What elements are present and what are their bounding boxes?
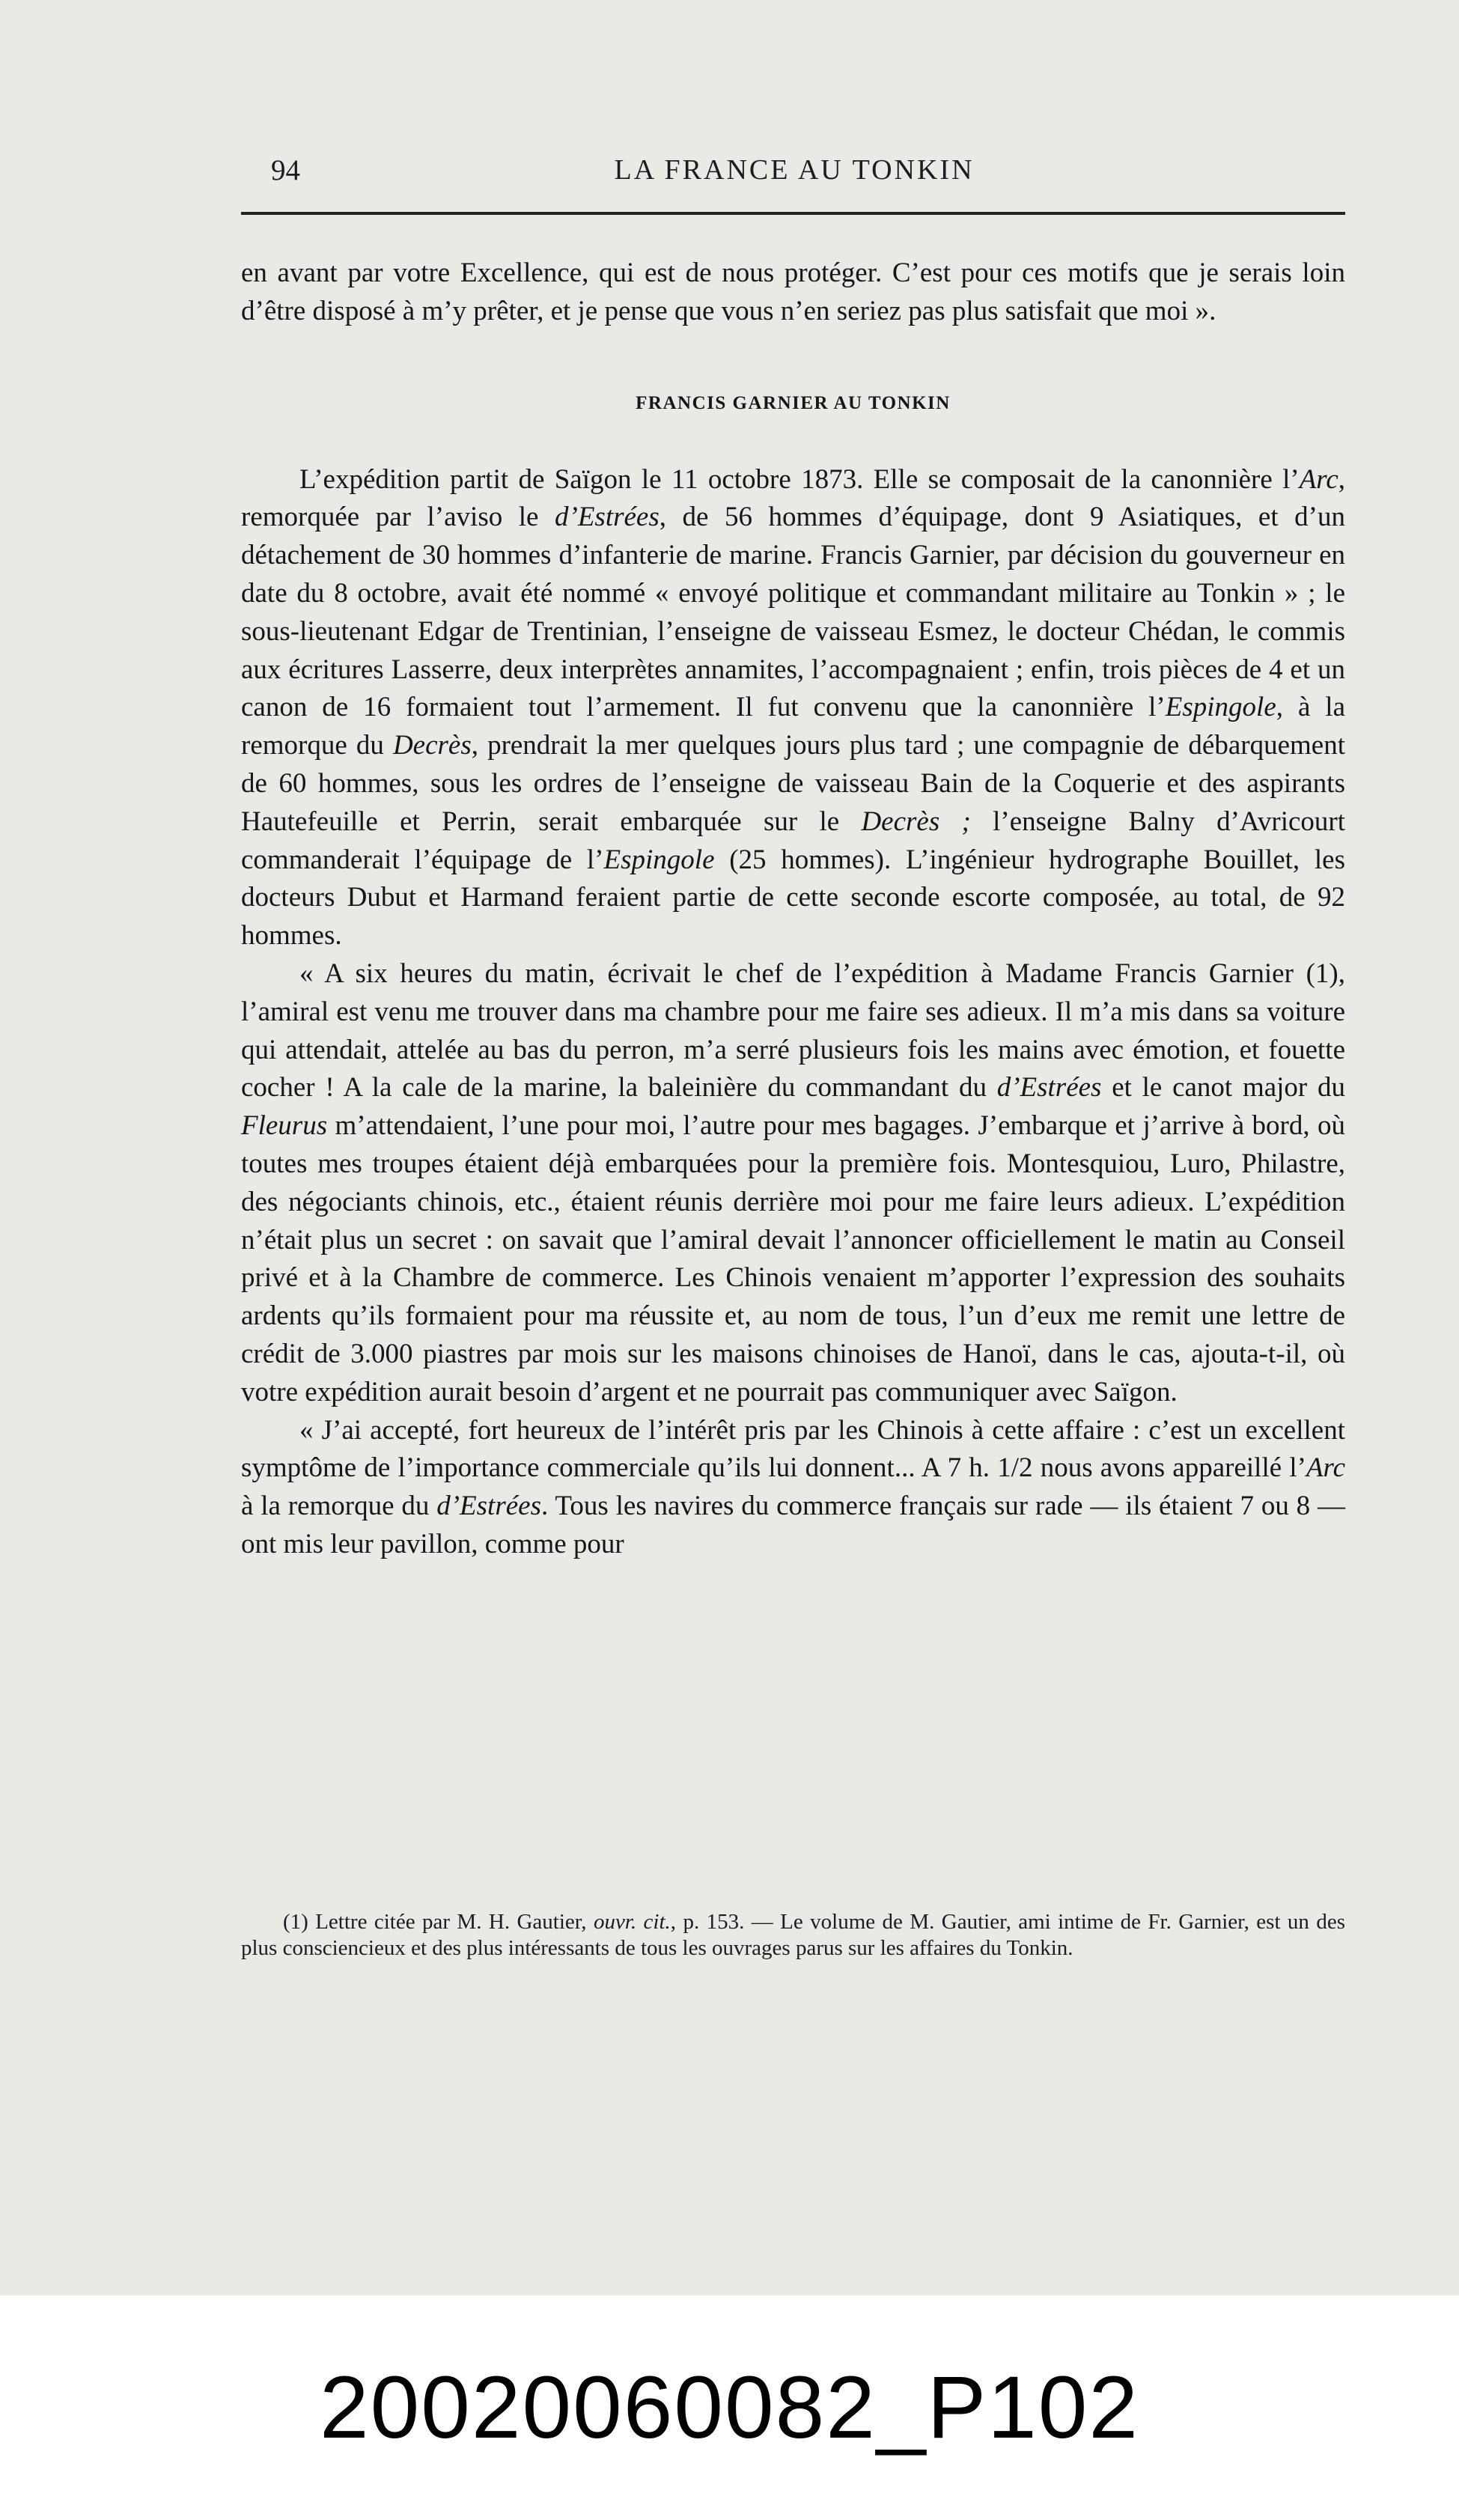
ship-name: d’Estrées: [996, 1072, 1102, 1104]
ship-name: Decrès ;: [861, 806, 971, 837]
ship-name: Fleurus: [241, 1110, 328, 1142]
section-heading: FRANCIS GARNIER AU TONKIN: [636, 392, 951, 413]
text-run: , à la remorque du: [241, 692, 1346, 761]
archive-caption: 20020060082_P102: [319, 2358, 1140, 2457]
text-run: (25 hommes). L’ingénieur hydrographe Bouillet, les docteurs Dubut et Harmand feraient partie de cette seconde escorte composée, au total, de 92 hommes.: [241, 844, 1345, 952]
body-text: [241, 255, 1345, 1564]
ship-name: Decrès: [392, 730, 472, 761]
text-run: L’expédition partit de Saïgon le 11 octobre 1873. Elle se composait de la canonnière l’: [299, 463, 1300, 495]
text-run: , p. 153. — Le volume de M. Gautier, ami intime de Fr. Garnier, est un des plus consciencieux et des plus intéressants de tous les ouvrages parus sur les affaires du Tonkin.: [241, 1910, 1345, 1960]
ship-name: Arc: [1306, 1452, 1345, 1484]
citation-abbrev: ouvr. cit.: [593, 1910, 671, 1934]
running-title: LA FRANCE AU TONKIN: [614, 154, 975, 186]
ship-name: Espingole: [603, 844, 715, 875]
continuation-paragraph: en avant par votre Excellence, qui est de nous protéger. C’est pour ces motifs que je serais loin d’être disposé à m’y prêter, et je pense que vous n’en seriez pas plus satisfait que moi ».: [241, 258, 1345, 326]
text-run: et le canot major du: [1101, 1072, 1345, 1104]
text-run: m’attendaient, l’une pour moi, l’autre pour mes bagages. J’embarque et j’arrive à bord, où toutes mes troupes étaient déjà embarquées pour la première fois. Montesquiou, Luro, Philastre, des négociants chinois, etc., étaient réunis derrière moi pour me faire leurs adieux. L’expédition n’était plus un secret : on savait que l’amiral devait l’annoncer officiellement le matin au Conseil privé et à la Chambre de commerce. Les Chinois venaient m’apporter l’expression des souhaits ardents qu’ils formaient pour ma réussite et, au nom de tous, l’un d’eux me remit une lettre de crédit de 3.000 piastres par mois sur les maisons chinoises de Hanoï, dans le cas, ajouta-t-il, où votre expédition aurait besoin d’argent et ne pourrait pas communiquer avec Saïgon.: [241, 1110, 1345, 1407]
ship-name: d’Estrées: [555, 502, 660, 533]
footnote: [241, 1909, 1345, 1961]
text-run: l’enseigne Balny d’Avricourt commanderait l’équipage de l’: [241, 806, 1346, 875]
text-run: « A six heures du matin, écrivait le chef de l’expédition à Madame Francis Garnier (1), l’amiral est venu me trouver dans ma chambre pour me faire ses adieux. Il m’a mis dans sa voiture qui attendait, attelée au bas du perron, m’a serré plusieurs fois les mains avec émotion, et fouette cocher ! A la cale de la marine, la baleinière du commandant du: [241, 958, 1345, 1104]
text-run: « J’ai accepté, fort heureux de l’intérêt pris par les Chinois à cette affaire : c’est un excellent symptôme de l’importance commerciale qu’ils lui donnent... A 7 h. 1/2 nous avons appareillé l’: [241, 1414, 1345, 1484]
text-run: . Tous les navires du commerce français sur rade — ils étaient 7 ou 8 — ont mis leur pavillon, comme pour: [241, 1491, 1345, 1559]
text-run: à la remorque du: [241, 1491, 437, 1522]
ship-name: Arc: [1299, 463, 1338, 495]
page-header: [244, 153, 1344, 198]
paragraph-expedition: [241, 461, 1345, 955]
paragraph-letter: [241, 955, 1345, 1412]
ship-name: d’Estrées: [436, 1491, 541, 1522]
page-number: 94: [271, 154, 300, 186]
paragraph-departure: [241, 1412, 1345, 1564]
header-rule: [241, 212, 1345, 215]
text-run: , de 56 hommes d’équipage, dont 9 Asiatiques, et d’un détachement de 30 hommes d’infanterie de marine. Francis Garnier, par décision du gouverneur en date du 8 octobre, avait été nommé « envoyé politique et commandant militaire au Tonkin » ; le sous-lieutenant Edgar de Trentinian, l’enseigne de vaisseau Esmez, le docteur Chédan, le commis aux écritures Lasserre, deux interprètes annamites, l’accompagnaient ; enfin, trois pièces de 4 et un canon de 16 formaient tout l’armement. Il fut convenu que la canonnière l’: [241, 502, 1345, 723]
ship-name: Espingole: [1165, 692, 1276, 723]
text-run: (1) Lettre citée par M. H. Gautier,: [283, 1910, 594, 1934]
text-run: , prendrait la mer quelques jours plus tard ; une compagnie de débarquement de 60 hommes, sous les ordres de l’enseigne de vaisseau Bain de la Coquerie et des aspirants Hautefeuille et Perrin, serait embarquée sur le: [241, 730, 1345, 837]
text-run: , remorquée par l’aviso le: [241, 463, 1345, 533]
